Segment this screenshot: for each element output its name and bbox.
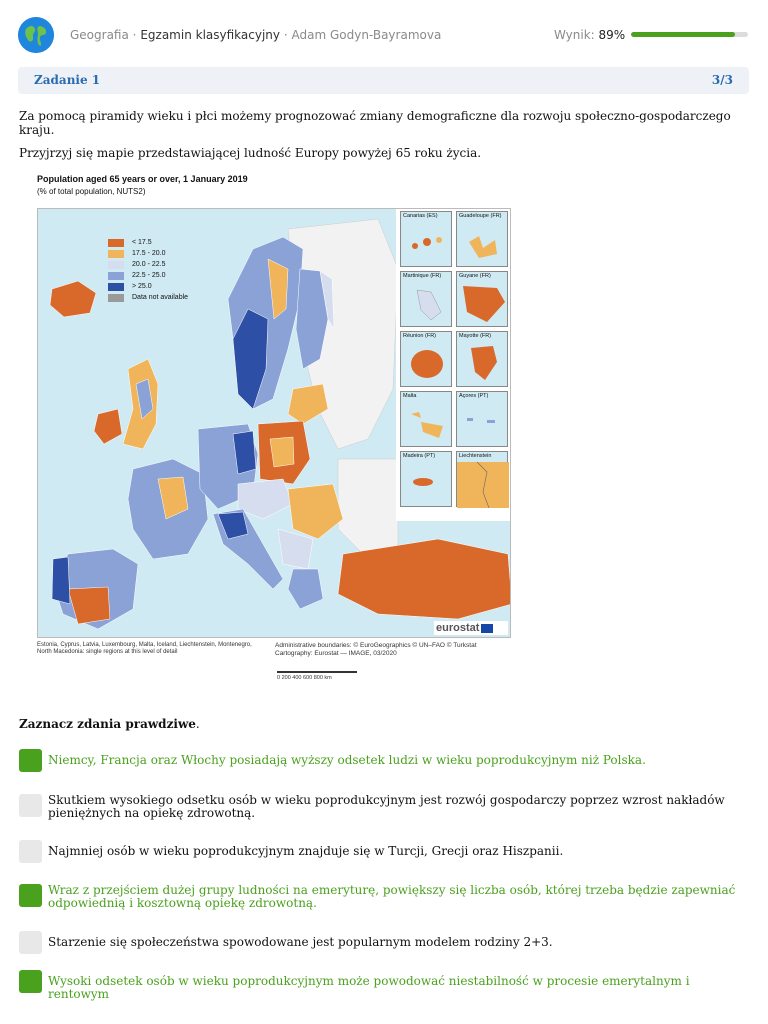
inset-label: Malta xyxy=(403,393,417,399)
legend-label: 17.5 - 20.0 xyxy=(132,250,166,257)
map-credit-boundaries: Administrative boundaries: © EuroGeographics © UN–FAO © Turkstat xyxy=(275,642,477,649)
inset-map xyxy=(400,391,452,447)
legend-swatch xyxy=(108,250,124,258)
inset-shape xyxy=(457,272,509,328)
legend-label: > 25.0 xyxy=(132,283,152,290)
breadcrumb-separator: · xyxy=(283,28,288,42)
legend-label: Data not available xyxy=(132,294,189,301)
instruction xyxy=(19,717,200,731)
legend-item xyxy=(108,248,188,259)
answer-text[interactable]: Niemcy, Francja oraz Włochy posiadają wyższy odsetek ludzi w wieku poprodukcyjnym niż Polska. xyxy=(48,753,646,767)
score-progress-fill xyxy=(631,32,735,37)
scale-labels: 0 200 400 600 800 km xyxy=(277,675,332,681)
answer-option[interactable] xyxy=(19,840,749,864)
task-prompt: Przyjrzyj się mapie przedstawiającej ludność Europy powyżej 65 roku życia. xyxy=(19,146,482,160)
legend-item xyxy=(108,270,188,281)
breadcrumb-separator: · xyxy=(132,28,137,42)
inset-map xyxy=(456,391,508,447)
task-title: Zadanie 1 xyxy=(34,73,101,87)
instruction-punct: . xyxy=(195,717,200,731)
answer-checkbox[interactable] xyxy=(19,884,42,907)
answer-checkbox[interactable] xyxy=(19,749,42,772)
breadcrumb-exam[interactable]: Egzamin klasyfikacyjny xyxy=(140,28,281,42)
eurostat-logo-text: eurostat xyxy=(436,622,480,634)
legend-label: 20.0 - 22.5 xyxy=(132,261,166,268)
inset-map xyxy=(400,451,452,507)
answer-checkbox[interactable] xyxy=(19,931,42,954)
header xyxy=(0,0,768,70)
answer-checkbox[interactable] xyxy=(19,970,42,993)
answer-text[interactable]: Skutkiem wysokiego odsetku osób w wieku poprodukcyjnym jest rozwój gospodarczy poprzez wzrost nakładów pieniężnych na opiekę zdrowotną. xyxy=(48,793,725,820)
legend-swatch xyxy=(108,261,124,269)
breadcrumb xyxy=(70,28,441,42)
map-credit xyxy=(275,642,515,658)
answer-text[interactable]: Wraz z przejściem dużej grupy ludności na emeryturę, powiększy się liczba osób, której trzeba będzie zapewniać odpowiednią i kosztowną opiekę zdrowotną. xyxy=(48,883,736,910)
inset-label: Guadeloupe (FR) xyxy=(459,213,502,219)
eu-flag-icon xyxy=(481,624,493,633)
legend-swatch xyxy=(108,272,124,280)
globe-icon[interactable] xyxy=(18,17,54,53)
answer-text[interactable]: Starzenie się społeczeństwa spowodowane jest popularnym modelem rodziny 2+3. xyxy=(48,935,553,949)
answer-option[interactable] xyxy=(19,970,749,1001)
task-intro: Za pomocą piramidy wieku i płci możemy prognozować zmiany demograficzne dla rozwoju społeczno-gospodarczego kraju. xyxy=(19,109,731,137)
answer-option[interactable] xyxy=(19,884,749,912)
europe-map xyxy=(37,208,511,638)
inset-shape xyxy=(457,332,509,388)
answer-option[interactable] xyxy=(19,794,749,822)
legend-swatch xyxy=(108,239,124,247)
inset-map xyxy=(456,451,508,507)
score-progress-bar xyxy=(631,32,748,37)
inset-label: Réunion (FR) xyxy=(403,333,437,339)
inset-label: Açores (PT) xyxy=(459,393,489,399)
inset-map xyxy=(400,211,452,267)
inset-map xyxy=(456,211,508,267)
legend-item xyxy=(108,281,188,292)
inset-label: Madeira (PT) xyxy=(403,453,436,459)
breadcrumb-student: Adam Godyn-Bayramova xyxy=(291,28,442,42)
map-scale-bar xyxy=(277,667,377,685)
map-insets xyxy=(398,209,511,519)
legend-item xyxy=(108,292,188,303)
answer-checkbox[interactable] xyxy=(19,794,42,817)
task-header xyxy=(18,67,749,94)
inset-label: Guyane (FR) xyxy=(459,273,491,279)
answer-text[interactable]: Wysoki odsetek osób w wieku poprodukcyjnym może powodować niestabilność w procesie emerytalnym i rentowym xyxy=(48,974,690,1001)
inset-map xyxy=(400,331,452,387)
inset-label: Canarias (ES) xyxy=(403,213,438,219)
instruction-text: Zaznacz zdania prawdziwe xyxy=(19,717,196,731)
inset-map xyxy=(400,271,452,327)
inset-shape xyxy=(401,272,453,328)
inset-shape xyxy=(401,332,453,388)
legend-item xyxy=(108,259,188,270)
inset-shape xyxy=(457,212,509,268)
map-legend xyxy=(108,237,188,303)
score-value: 89% xyxy=(598,28,626,42)
inset-shape xyxy=(457,452,509,508)
scale-line xyxy=(277,671,357,673)
score xyxy=(554,28,625,42)
inset-label: Martinique (FR) xyxy=(403,273,442,279)
eurostat-logo xyxy=(434,621,508,635)
map-credit-cartography: Cartography: Eurostat — IMAGE, 03/2020 xyxy=(275,650,397,657)
legend-swatch xyxy=(108,283,124,291)
map-note: Estonia, Cyprus, Latvia, Luxembourg, Malta, Iceland, Liechtenstein, Montenegro, North Macedonia: single regions at this level of detail xyxy=(37,642,252,655)
population-map-figure xyxy=(37,170,513,690)
map-title: Population aged 65 years or over, 1 January 2019 xyxy=(37,174,248,184)
score-label: Wynik: xyxy=(554,28,595,42)
inset-map xyxy=(456,331,508,387)
inset-label: Liechtenstein xyxy=(459,453,492,459)
task-count: 3/3 xyxy=(711,73,733,87)
inset-shape xyxy=(401,452,453,508)
inset-map xyxy=(456,271,508,327)
inset-shape xyxy=(457,392,509,448)
breadcrumb-subject[interactable]: Geografia xyxy=(70,28,129,42)
answer-option[interactable] xyxy=(19,931,749,955)
answer-text[interactable]: Najmniej osób w wieku poprodukcyjnym znajduje się w Turcji, Grecji oraz Hiszpanii. xyxy=(48,844,564,858)
map-subtitle: (% of total population, NUTS2) xyxy=(37,187,146,196)
legend-label: < 17.5 xyxy=(132,239,152,246)
inset-shape xyxy=(401,392,453,448)
legend-swatch xyxy=(108,294,124,302)
inset-label: Mayotte (FR) xyxy=(459,333,492,339)
answer-checkbox[interactable] xyxy=(19,840,42,863)
legend-item xyxy=(108,237,188,248)
legend-label: 22.5 - 25.0 xyxy=(132,272,166,279)
answer-option[interactable] xyxy=(19,749,749,773)
inset-shape xyxy=(401,212,453,268)
